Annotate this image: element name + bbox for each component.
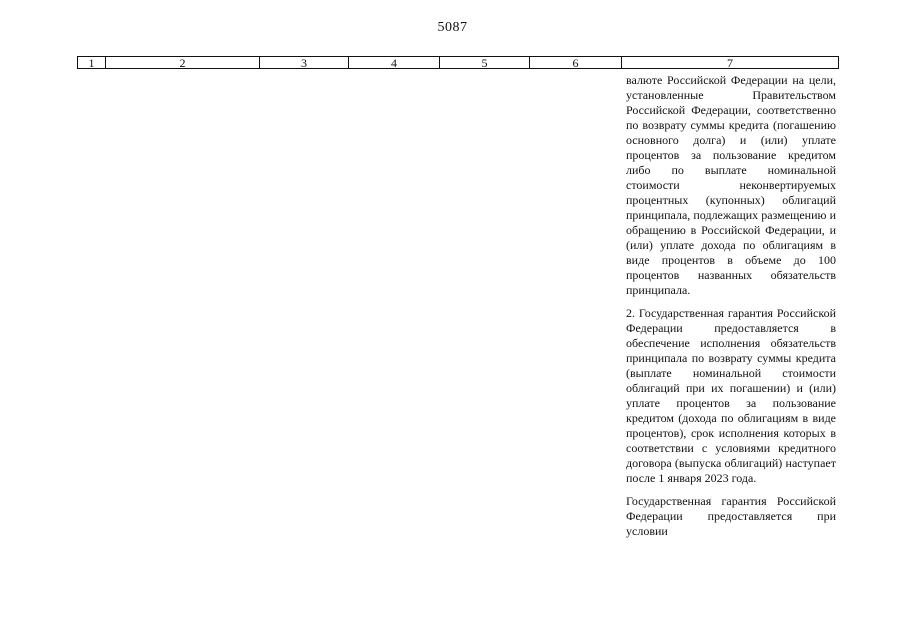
- table-header-cell-1: 1: [78, 57, 106, 68]
- table-header-cell-2: 2: [106, 57, 260, 68]
- column-7-text: [626, 73, 836, 547]
- table-header-cell-4: 4: [349, 57, 440, 68]
- table-header-row: [77, 56, 839, 69]
- table-header-cell-3: 3: [260, 57, 349, 68]
- table-header-cell-7: 7: [727, 56, 733, 70]
- paragraph-1: валюте Российской Федерации на цели, установленные Правительством Российской Федерации, соответственно по возврату суммы кредита (погашению основного долга) и (или) уплате процентов за пользование кредитом либо по выплате номинальной стоимости неконвертируемых процентных (купонных) облигаций принципала, подлежащих размещению и обращению в Российской Федерации, и (или) уплате дохода по облигациям в виде процентов в объеме до 100 процентов названных обязательств принципала.: [626, 73, 836, 297]
- table-header-cell-5: 5: [440, 57, 530, 68]
- table-header-cell-6: 6: [530, 57, 622, 68]
- paragraph-3: Государственная гарантия Российской Федерации предоставляется при условии: [626, 494, 836, 538]
- paragraph-2: 2. Государственная гарантия Российской Федерации предоставляется в обеспечение исполнения обязательств принципала по возврату суммы кредита (выплате номинальной стоимости облигаций при их погашении) и (или) уплате процентов за пользование кредитом (дохода по облигациям в виде процентов), срок исполнения которых в соответствии с условиями кредитного договора (выпуска облигаций) наступает после 1 января 2023 года.: [626, 306, 836, 485]
- page-number: 5087: [437, 20, 468, 35]
